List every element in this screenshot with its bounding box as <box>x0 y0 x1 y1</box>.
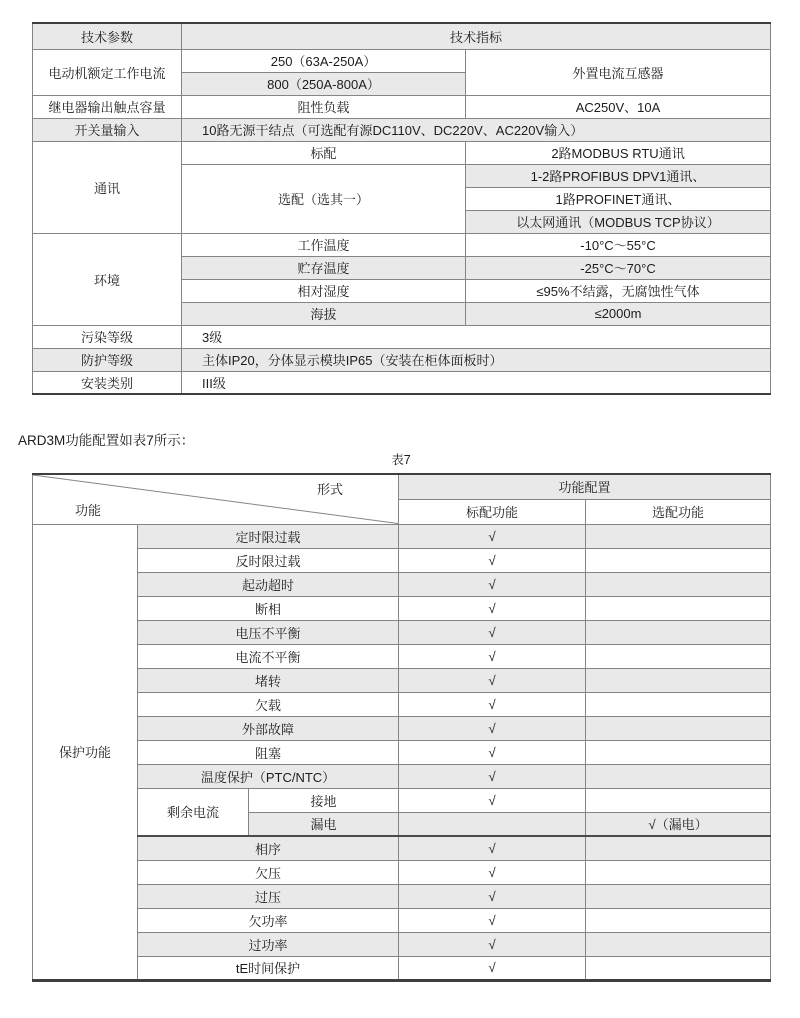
column-header-param: 技术参数 <box>33 23 182 49</box>
table-row <box>33 692 771 716</box>
opt-cell <box>586 860 771 884</box>
feature-cell: 欠压 <box>138 860 399 884</box>
std-cell: √ <box>399 764 586 788</box>
column-header-spec: 技术指标 <box>182 23 771 49</box>
std-cell: √ <box>399 956 586 980</box>
table-row <box>33 764 771 788</box>
table-row <box>33 596 771 620</box>
std-cell: √ <box>399 884 586 908</box>
feature-cell: 欠载 <box>138 692 399 716</box>
table-row <box>33 141 771 164</box>
value-cell: 外置电流互感器 <box>466 49 771 95</box>
column-header-standard: 标配功能 <box>399 499 586 524</box>
sub-cell: 阻性负载 <box>182 95 466 118</box>
value-cell: 3级 <box>182 325 771 348</box>
std-cell: √ <box>399 548 586 572</box>
std-cell: √ <box>399 836 586 860</box>
table-row <box>33 348 771 371</box>
opt-cell: √（漏电） <box>586 812 771 836</box>
std-cell: √ <box>399 860 586 884</box>
function-config-table <box>32 473 771 982</box>
param-cell: 通讯 <box>33 141 182 233</box>
opt-cell <box>586 692 771 716</box>
table-row <box>33 572 771 596</box>
feature-cell: tE时间保护 <box>138 956 399 980</box>
table-row <box>33 524 771 548</box>
opt-cell <box>586 836 771 860</box>
subgroup-cell: 剩余电流 <box>138 788 249 836</box>
category-cell: 保护功能 <box>33 524 138 980</box>
value-cell: 10路无源干结点（可选配有源DC110V、DC220V、AC220V输入） <box>182 118 771 141</box>
param-cell: 环境 <box>33 233 182 325</box>
sub-cell: 相对湿度 <box>182 279 466 302</box>
opt-cell <box>586 620 771 644</box>
sub-cell: 250（63A-250A） <box>182 49 466 72</box>
opt-cell <box>586 884 771 908</box>
std-cell: √ <box>399 740 586 764</box>
opt-cell <box>586 932 771 956</box>
feature-cell: 温度保护（PTC/NTC） <box>138 764 399 788</box>
opt-cell <box>586 740 771 764</box>
tech-spec-table <box>32 22 771 395</box>
feature-cell: 欠功率 <box>138 908 399 932</box>
table-row <box>33 668 771 692</box>
param-cell: 继电器输出触点容量 <box>33 95 182 118</box>
param-cell: 安装类别 <box>33 371 182 394</box>
std-cell: √ <box>399 716 586 740</box>
feature-cell: 电流不平衡 <box>138 644 399 668</box>
value-cell: -25°C～70°C <box>466 256 771 279</box>
param-cell: 污染等级 <box>33 325 182 348</box>
table-row <box>33 233 771 256</box>
feature-cell: 漏电 <box>249 812 399 836</box>
opt-cell <box>586 908 771 932</box>
std-cell: √ <box>399 596 586 620</box>
group-header: 功能配置 <box>399 474 771 499</box>
table-header-row <box>33 23 771 49</box>
opt-cell <box>586 548 771 572</box>
opt-cell <box>586 956 771 980</box>
value-cell: 以太网通讯（MODBUS TCP协议） <box>466 210 771 233</box>
std-cell: √ <box>399 692 586 716</box>
table-row <box>33 836 771 860</box>
feature-cell: 阻塞 <box>138 740 399 764</box>
feature-cell: 过功率 <box>138 932 399 956</box>
table-row <box>33 716 771 740</box>
std-cell: √ <box>399 908 586 932</box>
opt-cell <box>586 644 771 668</box>
sub-cell: 海拔 <box>182 302 466 325</box>
value-cell: III级 <box>182 371 771 394</box>
std-cell: √ <box>399 572 586 596</box>
table-row <box>33 740 771 764</box>
table-row <box>33 371 771 394</box>
column-header-optional: 选配功能 <box>586 499 771 524</box>
corner-cell <box>33 474 399 524</box>
feature-cell: 相序 <box>138 836 399 860</box>
table-row <box>33 49 771 72</box>
value-cell: 1-2路PROFIBUS DPV1通讯、 <box>466 164 771 187</box>
value-cell: ≤95%不结露，无腐蚀性气体 <box>466 279 771 302</box>
std-cell: √ <box>399 668 586 692</box>
table-row <box>33 956 771 980</box>
std-cell: √ <box>399 644 586 668</box>
opt-cell <box>586 788 771 812</box>
caption-text: ARD3M功能配置如表7所示： <box>18 433 195 448</box>
corner-label-function: 功能 <box>75 502 102 518</box>
std-cell: √ <box>399 788 586 812</box>
sub-cell: 工作温度 <box>182 233 466 256</box>
table-row <box>33 325 771 348</box>
table-row <box>33 884 771 908</box>
sub-cell: 标配 <box>182 141 466 164</box>
std-cell: √ <box>399 524 586 548</box>
opt-cell <box>586 524 771 548</box>
value-cell: 主体IP20，分体显示模块IP65（安装在柜体面板时） <box>182 348 771 371</box>
table-header-row <box>33 474 771 499</box>
opt-cell <box>586 668 771 692</box>
feature-cell: 外部故障 <box>138 716 399 740</box>
std-cell: √ <box>399 620 586 644</box>
feature-cell: 定时限过载 <box>138 524 399 548</box>
value-cell: AC250V、10A <box>466 95 771 118</box>
feature-cell: 电压不平衡 <box>138 620 399 644</box>
feature-cell: 堵转 <box>138 668 399 692</box>
param-cell: 防护等级 <box>33 348 182 371</box>
table-row <box>33 620 771 644</box>
table-row <box>33 644 771 668</box>
feature-cell: 过压 <box>138 884 399 908</box>
table7-label: 表7 <box>391 453 411 467</box>
value-cell: 2路MODBUS RTU通讯 <box>466 141 771 164</box>
table-row <box>33 860 771 884</box>
std-cell: √ <box>399 932 586 956</box>
std-cell <box>399 812 586 836</box>
sub-cell: 选配（选其一） <box>182 164 466 233</box>
table-row <box>33 788 771 812</box>
param-cell: 电动机额定工作电流 <box>33 49 182 95</box>
feature-cell: 接地 <box>249 788 399 812</box>
table-row <box>33 118 771 141</box>
feature-cell: 起动超时 <box>138 572 399 596</box>
opt-cell <box>586 572 771 596</box>
value-cell: 1路PROFINET通讯、 <box>466 187 771 210</box>
param-cell: 开关量输入 <box>33 118 182 141</box>
opt-cell <box>586 596 771 620</box>
feature-cell: 断相 <box>138 596 399 620</box>
corner-label-form: 形式 <box>317 482 344 497</box>
table-row <box>33 932 771 956</box>
sub-cell: 800（250A-800A） <box>182 72 466 95</box>
value-cell: -10°C～55°C <box>466 233 771 256</box>
feature-cell: 反时限过载 <box>138 548 399 572</box>
table-row <box>33 548 771 572</box>
sub-cell: 贮存温度 <box>182 256 466 279</box>
opt-cell <box>586 716 771 740</box>
opt-cell <box>586 764 771 788</box>
table-row <box>33 95 771 118</box>
value-cell: ≤2000m <box>466 302 771 325</box>
table-row <box>33 908 771 932</box>
